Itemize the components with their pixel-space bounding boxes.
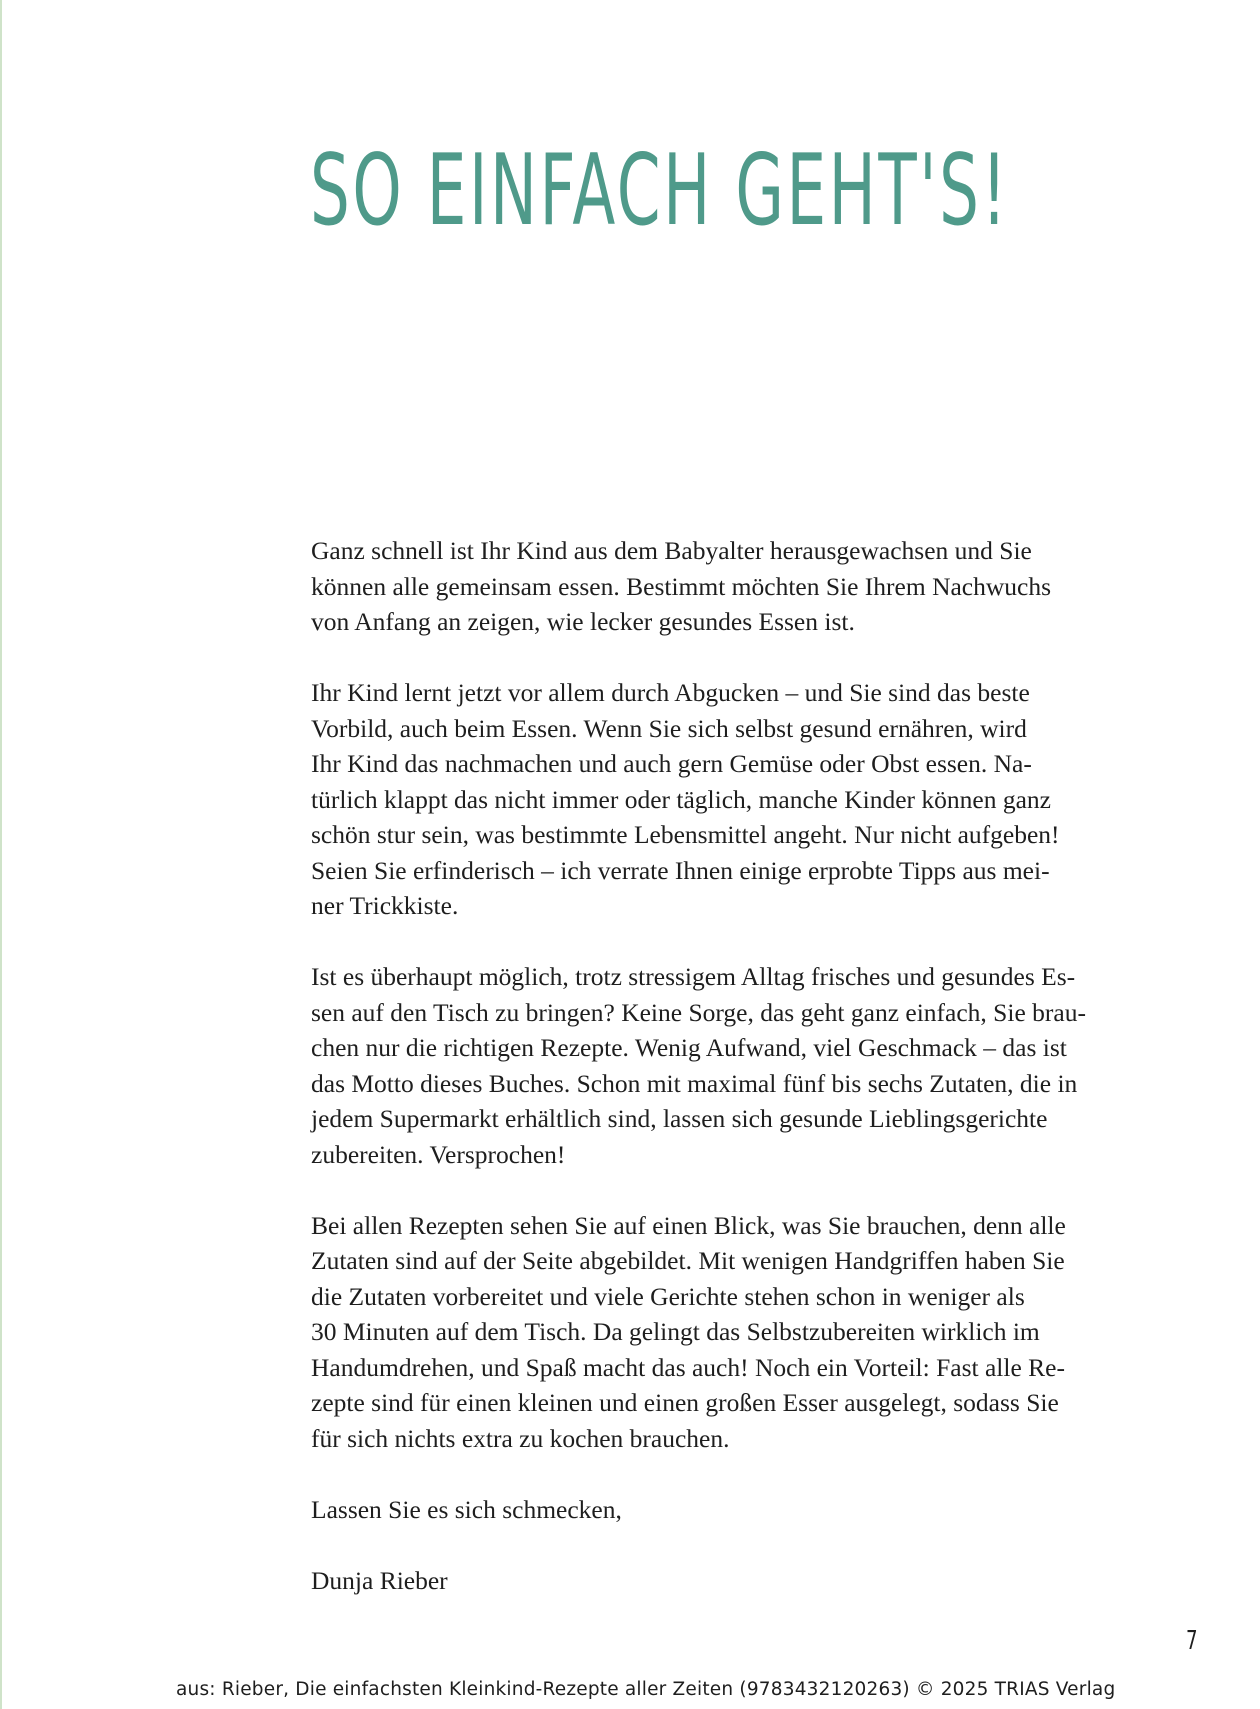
text-line: zubereiten. Versprochen! — [311, 1139, 566, 1169]
text-line: für sich nichts extra zu kochen brauchen. — [311, 1423, 730, 1453]
text-line: Bei allen Rezepten sehen Sie auf einen Blick, was Sie brauchen, denn alle — [311, 1210, 1066, 1240]
text-line: 30 Minuten auf dem Tisch. Da gelingt das Selbstzubereiten wirklich im — [311, 1317, 1040, 1346]
page-number: 7 — [1186, 1626, 1198, 1656]
author-signature: Dunja Rieber — [311, 1565, 448, 1595]
text-line: schön stur sein, was bestimmte Lebensmittel angeht. Nur nicht aufgeben! — [311, 820, 1060, 849]
text-line: von Anfang an zeigen, wie lecker gesundes Essen ist. — [311, 607, 855, 636]
page-title: SO EINFACH GEHT'S! — [310, 134, 1010, 248]
text-line: das Motto dieses Buches. Schon mit maximal fünf bis sechs Zutaten, die in — [311, 1068, 1078, 1098]
text-line: können alle gemeinsam essen. Bestimmt möchten Sie Ihrem Nachwuchs — [311, 571, 1052, 601]
paragraph-1 — [311, 533, 1156, 640]
text-line: türlich klappt das nicht immer oder täglich, manche Kinder können ganz — [311, 784, 1051, 814]
text-line: Zutaten sind auf der Seite abgebildet. Mit wenigen Handgriffen haben Sie — [311, 1246, 1065, 1275]
source-footer: aus: Rieber, Die einfachsten Kleinkind-Rezepte aller Zeiten (9783432120263) © 2025 TRIAS Verlag — [176, 1679, 1116, 1700]
text-line: die Zutaten vorbereitet und viele Gerichte stehen schon in weniger als — [311, 1281, 1025, 1311]
paragraph-2 — [311, 675, 1156, 924]
text-line: Ihr Kind lernt jetzt vor allem durch Abgucken – und Sie sind das beste — [311, 678, 1030, 707]
left-edge-rule — [0, 0, 2, 1709]
body-text — [311, 533, 1156, 1634]
text-line: Vorbild, auch beim Essen. Wenn Sie sich selbst gesund ernähren, wird — [311, 713, 1027, 743]
text-line: chen nur die richtigen Rezepte. Wenig Aufwand, viel Geschmack – das ist — [311, 1033, 1067, 1062]
text-line: Ihr Kind das nachmachen und auch gern Gemüse oder Obst essen. Na- — [311, 749, 1032, 778]
text-line: Ganz schnell ist Ihr Kind aus dem Babyalter herausgewachsen und Sie — [311, 536, 1032, 565]
text-line: jedem Supermarkt erhältlich sind, lassen sich gesunde Lieblingsgerichte — [311, 1104, 1048, 1133]
text-line: sen auf den Tisch zu bringen? Keine Sorge, das geht ganz einfach, Sie brau- — [311, 997, 1086, 1027]
paragraph-3 — [311, 959, 1156, 1172]
text-line: Ist es überhaupt möglich, trotz stressigem Alltag frisches und gesundes Es- — [311, 962, 1076, 991]
closing-line: Lassen Sie es sich schmecken, — [311, 1494, 622, 1524]
text-line: zepte sind für einen kleinen und einen großen Esser ausgelegt, sodass Sie — [311, 1388, 1059, 1417]
text-line: ner Trickkiste. — [311, 891, 459, 920]
text-line: Handumdrehen, und Spaß macht das auch! Noch ein Vorteil: Fast alle Re- — [311, 1352, 1065, 1382]
paragraph-4 — [311, 1208, 1156, 1457]
text-line: Seien Sie erfinderisch – ich verrate Ihnen einige erprobte Tipps aus mei- — [311, 855, 1050, 885]
